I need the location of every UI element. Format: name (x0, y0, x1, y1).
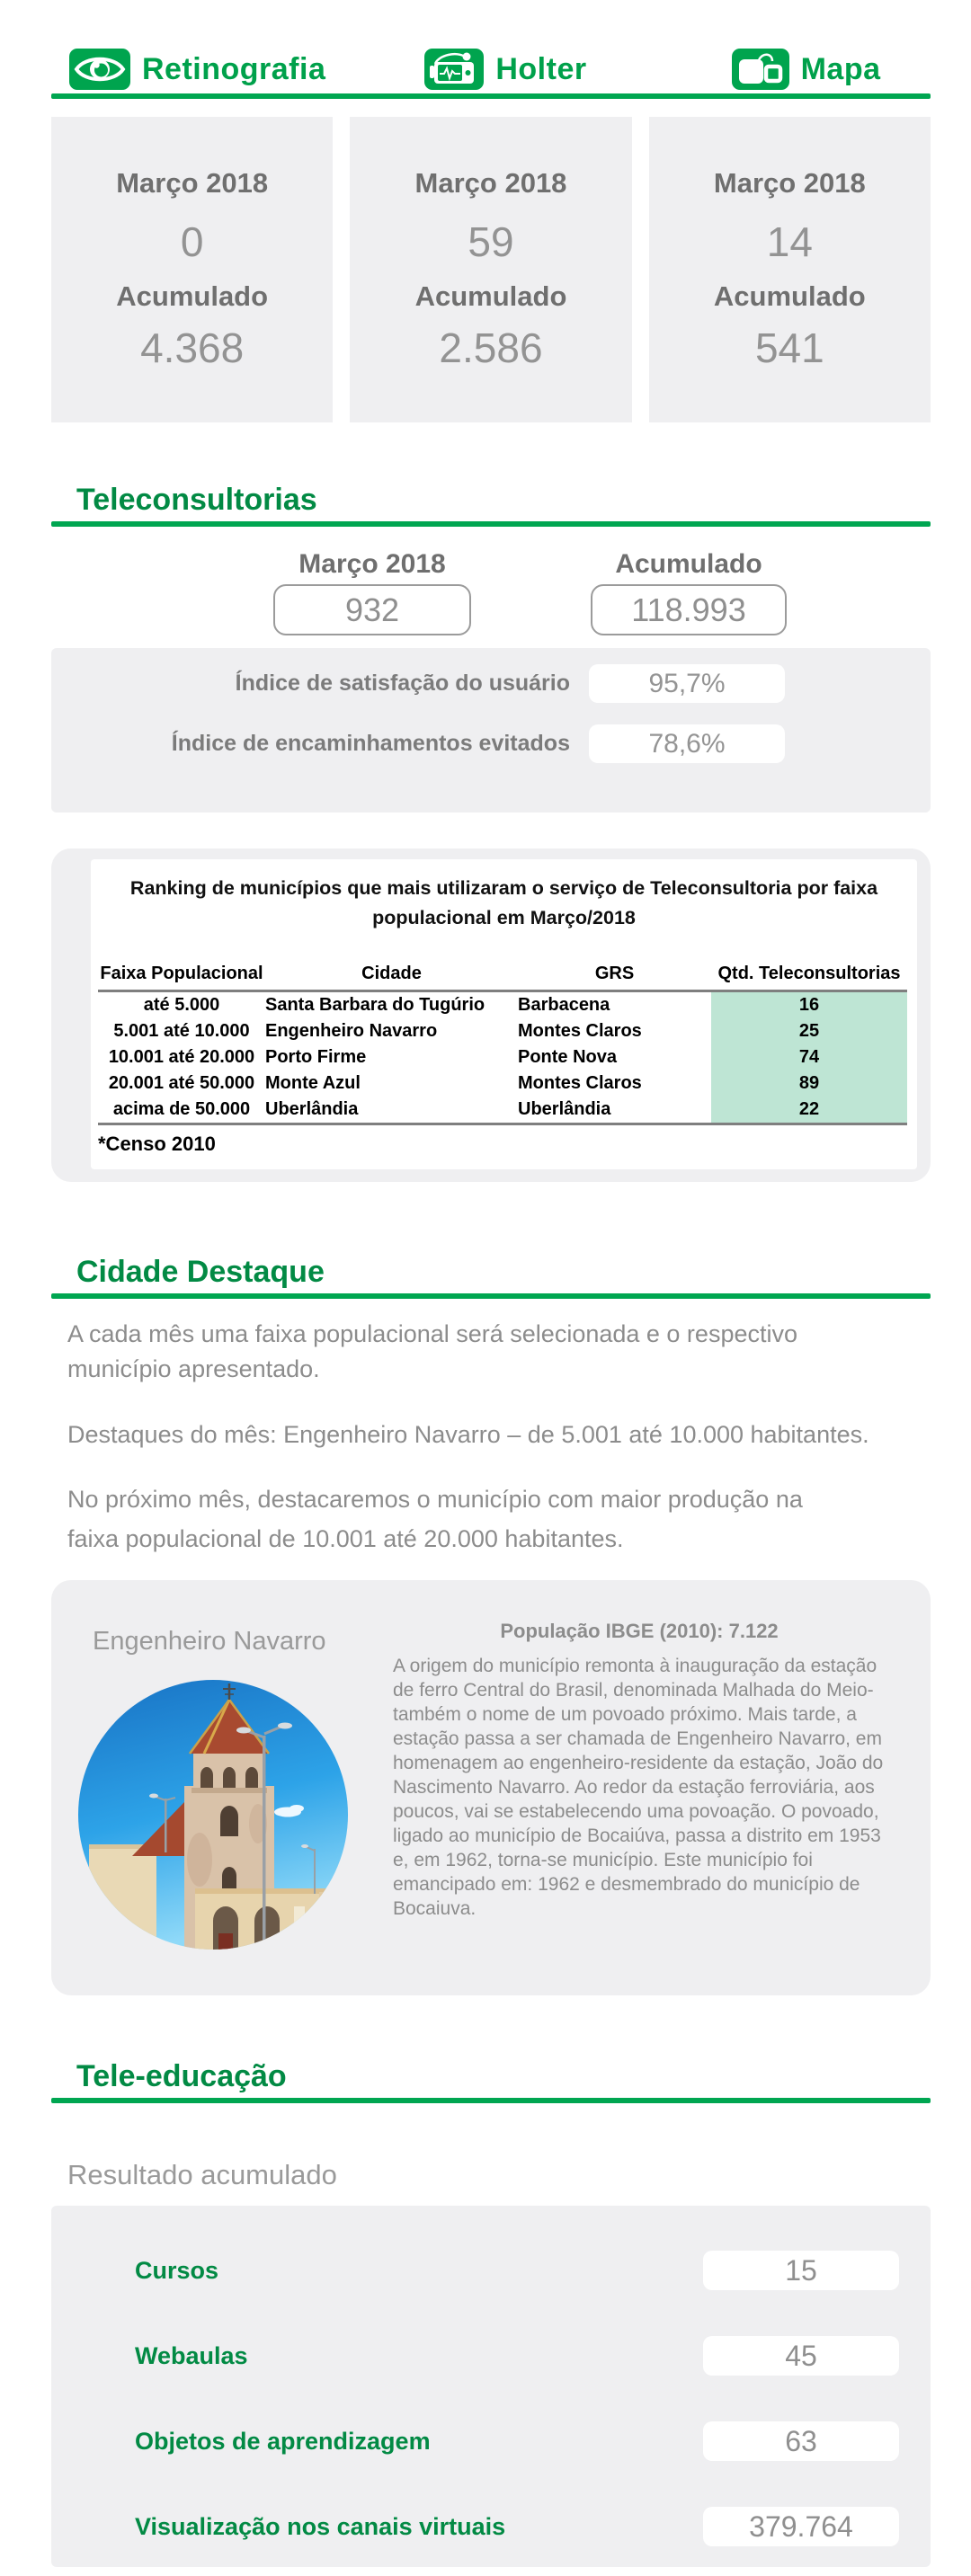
stat-box-mapa (649, 117, 931, 422)
accumulated-result-subtitle: Resultado acumulado (67, 2159, 337, 2190)
ranking-title: Ranking de municípios que mais utilizaram o serviço de Teleconsultoria por faixa populacional em Março/2018 (129, 877, 878, 928)
ranking-table (98, 964, 907, 1156)
cell-grs: Montes Claros (518, 1021, 642, 1041)
cell-cidade: Monte Azul (265, 1073, 361, 1093)
map-device-icon (732, 49, 789, 90)
cell-grs: Ponte Nova (518, 1047, 618, 1067)
population-line: População IBGE (2010): 7.122 (500, 1620, 779, 1642)
month-label: Março 2018 (298, 549, 446, 579)
tele-educacao-box (51, 2206, 931, 2567)
te-row-objetos (51, 2421, 931, 2461)
section-tele-educacao (51, 2060, 931, 2567)
nav-label-mapa: Mapa (800, 51, 881, 86)
accumulated-column (591, 550, 787, 635)
col-header-grs: GRS (594, 964, 635, 983)
indices-box (51, 648, 931, 813)
cell-cidade: Engenheiro Navarro (265, 1021, 438, 1041)
section-title-teleconsultorias: Teleconsultorias (76, 483, 317, 517)
index-value-box: 95,7% (589, 664, 785, 703)
te-label: Webaulas (135, 2341, 248, 2369)
cell-grs: Uberlândia (518, 1099, 611, 1119)
nav-label-retinografia: Retinografia (142, 51, 326, 86)
cell-faixa: 20.001 até 50.000 (108, 1073, 255, 1093)
cell-cidade: Uberlândia (265, 1099, 359, 1119)
te-row-visualizacao (51, 2507, 931, 2546)
accumulated-label: Acumulado (615, 549, 762, 579)
cell-grs: Montes Claros (518, 1073, 642, 1093)
te-label: Objetos de aprendizagem (135, 2427, 431, 2455)
index-label: Índice de satisfação do usuário (235, 671, 570, 696)
teleconsultorias-values (51, 550, 931, 635)
cell-faixa: até 5.000 (143, 995, 220, 1015)
section-title-tele-educacao: Tele-educação (76, 2059, 287, 2093)
cell-grs: Barbacena (518, 995, 610, 1015)
section-title-cidade-destaque: Cidade Destaque (76, 1255, 325, 1289)
ranking-header-row (98, 964, 907, 992)
cell-qtd: 22 (711, 1097, 907, 1123)
stats-row (51, 117, 931, 422)
cell-qtd: 89 (711, 1070, 907, 1097)
index-value-box: 78,6% (589, 724, 785, 763)
stat-month-value: 59 (468, 218, 514, 265)
cell-qtd: 25 (711, 1018, 907, 1044)
green-divider-top (51, 93, 931, 99)
table-row (98, 1070, 907, 1097)
stat-accumulated-value: 541 (754, 324, 824, 371)
te-label: Visualização nos canais virtuais (135, 2512, 506, 2540)
stat-month-label: Março 2018 (713, 167, 866, 199)
section-cidade-destaque (51, 1256, 931, 1559)
cell-faixa: 10.001 até 20.000 (108, 1047, 255, 1067)
church-illustration (78, 1680, 348, 1950)
green-divider (51, 1293, 931, 1299)
stat-accumulated-label: Acumulado (116, 280, 269, 312)
col-header-qtd: Qtd. Teleconsultorias (717, 964, 901, 983)
table-row (98, 992, 907, 1018)
city-card-left (51, 1580, 393, 1995)
te-value-box: 63 (703, 2421, 899, 2461)
cell-qtd: 74 (711, 1044, 907, 1070)
ranking-table-panel (91, 859, 917, 1169)
cell-cidade: Santa Barbara do Tugúrio (265, 995, 486, 1015)
report-content (51, 0, 931, 2567)
index-label: Índice de encaminhamentos evitados (171, 731, 570, 756)
green-divider (51, 2098, 931, 2103)
te-row-webaulas (51, 2336, 931, 2376)
city-name: Engenheiro Navarro (93, 1627, 326, 1656)
te-value-box: 379.764 (703, 2507, 899, 2546)
cidade-paragraph: Destaques do mês: Engenheiro Navarro – de 5.001 até 10.000 habitantes. (67, 1421, 869, 1448)
ranking-card (51, 848, 931, 1182)
index-row-referrals-avoided (51, 724, 931, 763)
index-row-satisfaction (51, 664, 931, 703)
cell-faixa: 5.001 até 10.000 (113, 1021, 250, 1041)
nav-label-holter: Holter (495, 51, 587, 86)
te-value-box: 15 (703, 2251, 899, 2290)
nav-item-mapa[interactable] (732, 49, 881, 90)
stat-month-label: Março 2018 (414, 167, 567, 199)
stat-box-holter (350, 117, 631, 422)
top-nav (51, 0, 931, 93)
holter-monitor-icon (424, 49, 484, 90)
stat-month-label: Março 2018 (116, 167, 269, 199)
stat-month-value: 14 (766, 218, 813, 265)
accumulated-value-box: 118.993 (591, 584, 787, 635)
city-description: A origem do município remonta à inauguração da estação de ferro Central do Brasil, denominada Malhada do Meio- também o nome de um povoado próximo. Mais tarde, a estação passa a ser chamada de Engenheiro Navarro, em homenagem ao engenheiro-residente da estação, João do Nascimento Navarro. Ao redor da estação ferroviária, aos poucos, vai se estabelecendo uma povoação. O povoado, ligado ao município de Bocaiúva, passa a distrito em 1953 e, em 1962, torna-se município. Este município foi emancipado em: 1962 e desmembrado do município de Bocaiuva. (393, 1656, 884, 1919)
te-value-box: 45 (703, 2336, 899, 2376)
nav-item-holter[interactable] (424, 49, 586, 90)
green-divider (51, 521, 931, 527)
cell-cidade: Porto Firme (265, 1047, 367, 1067)
te-row-cursos (51, 2251, 931, 2290)
table-row (98, 1018, 907, 1044)
col-header-faixa: Faixa Populacional (100, 964, 263, 983)
eye-icon (69, 49, 130, 90)
month-column (273, 550, 471, 635)
stat-accumulated-value: 2.586 (439, 324, 543, 371)
stat-accumulated-value: 4.368 (140, 324, 245, 371)
col-header-cidade: Cidade (361, 964, 422, 983)
city-card-right (393, 1580, 931, 1995)
section-teleconsultorias (51, 484, 931, 813)
table-row (98, 1097, 907, 1125)
stat-month-value: 0 (180, 218, 204, 265)
stat-accumulated-label: Acumulado (713, 280, 866, 312)
stat-box-retinografia (51, 117, 333, 422)
stat-accumulated-label: Acumulado (414, 280, 567, 312)
cidade-paragraph: No próximo mês, destacaremos o município com maior produção na faixa populacional de 10.001 até 20.000 habitantes. (67, 1486, 803, 1552)
te-label: Cursos (135, 2256, 219, 2284)
month-value-box: 932 (273, 584, 471, 635)
table-row (98, 1044, 907, 1070)
church-photo (78, 1680, 348, 1950)
city-highlight-card (51, 1580, 931, 1995)
cell-qtd: 16 (711, 992, 907, 1018)
cidade-paragraph: A cada mês uma faixa populacional será selecionada e o respectivo município apresentado. (67, 1320, 797, 1382)
table-footnote: *Censo 2010 (98, 1133, 216, 1155)
nav-item-retinografia[interactable] (69, 49, 325, 90)
cell-faixa: acima de 50.000 (112, 1099, 251, 1119)
